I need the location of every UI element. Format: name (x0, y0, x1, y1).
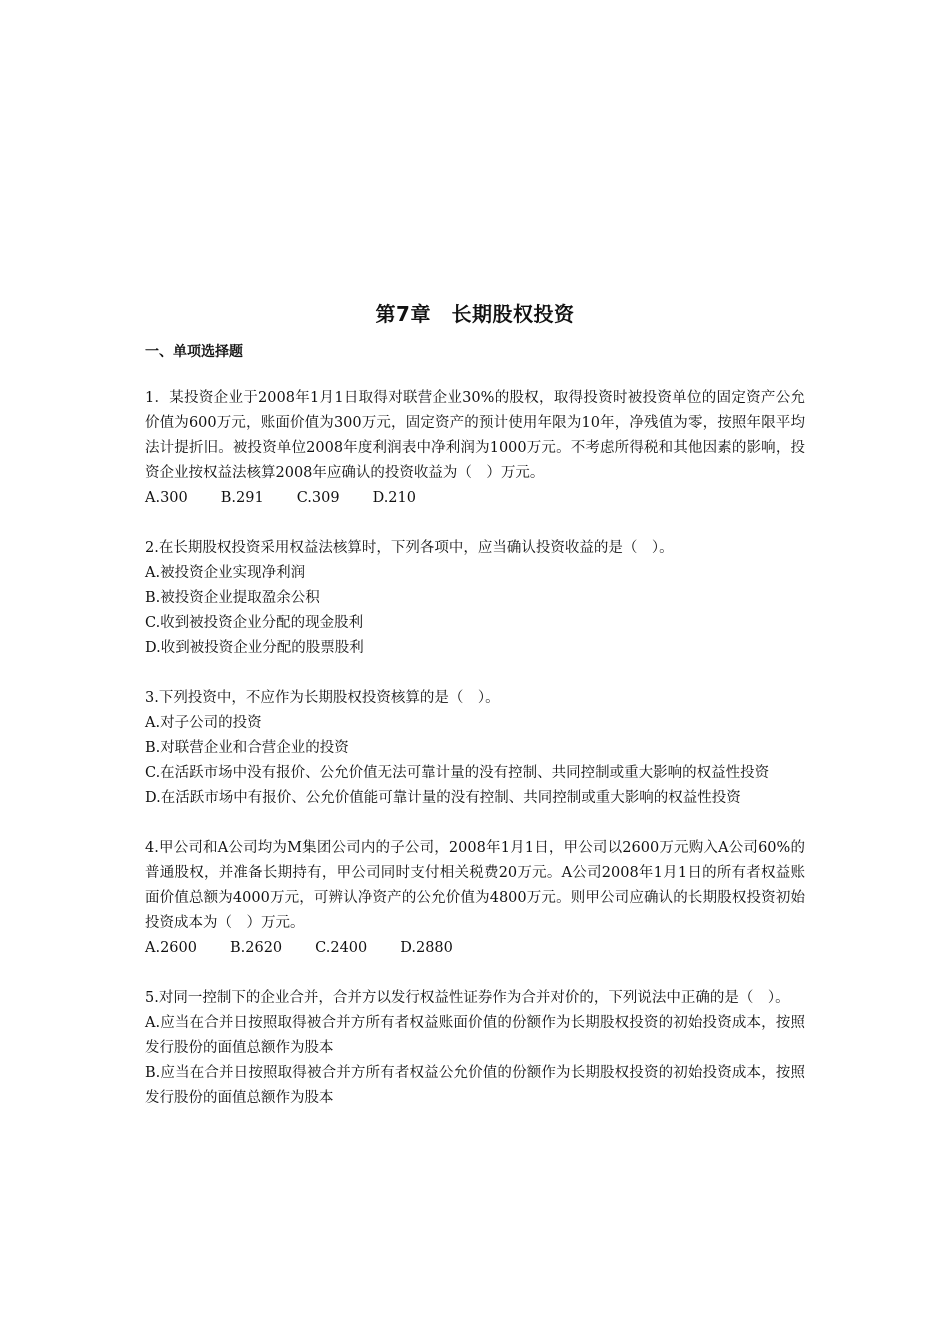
option-b: B.2620 (229, 940, 283, 956)
option-c: C.在活跃市场中没有报价、公允价值无法可靠计量的没有控制、共同控制或重大影响的权益性投资 (145, 765, 770, 781)
option-b: B.291 (220, 490, 264, 506)
option-a: A.300 (145, 490, 188, 506)
option-d: D.在活跃市场中有报价、公允价值能可靠计量的没有控制、共同控制或重大影响的权益性投资 (145, 790, 741, 806)
question-3 (145, 686, 805, 811)
option-c: C.2400 (315, 940, 368, 956)
option-c: C.收到被投资企业分配的现金股利 (145, 615, 364, 631)
question-4 (145, 836, 805, 961)
question-1 (145, 386, 805, 511)
option-b: B.应当在合并日按照取得被合并方所有者权益公允价值的份额作为长期股权投资的初始投资成本，按照发行股份的面值总额作为股本 (145, 1065, 805, 1106)
option-b: B.对联营企业和合营企业的投资 (145, 740, 349, 756)
option-d: D.210 (372, 490, 416, 506)
question-5 (145, 986, 805, 1111)
chapter-title: 第7章 长期股权投资 (375, 302, 575, 326)
question-stem: 5.对同一控制下的企业合并，合并方以发行权益性证券作为合并对价的，下列说法中正确的是（ ）。 (145, 990, 790, 1006)
option-c: C.309 (296, 490, 340, 506)
question-stem: 2.在长期股权投资采用权益法核算时，下列各项中，应当确认投资收益的是（ ）。 (145, 540, 674, 556)
option-d: D.收到被投资企业分配的股票股利 (145, 640, 364, 656)
question-stem: 1．某投资企业于2008年1月1日取得对联营企业30%的股权，取得投资时被投资单位的固定资产公允价值为600万元，账面价值为300万元，固定资产的预计使用年限为10年，净残值为零，按照年限平均法计提折旧。被投资单位2008年度利润表中净利润为1000万元。不考虑所得税和其他因素的影响，投资企业按权益法核算2008年应确认的投资收益为（ ）万元。 (145, 390, 805, 481)
option-d: D.2880 (400, 940, 453, 956)
option-a: A.被投资企业实现净利润 (145, 565, 306, 581)
question-list (145, 386, 805, 1136)
option-a: A.应当在合并日按照取得被合并方所有者权益账面价值的份额作为长期股权投资的初始投资成本，按照发行股份的面值总额作为股本 (145, 1015, 805, 1056)
option-a: A.2600 (145, 940, 197, 956)
option-b: B.被投资企业提取盈余公积 (145, 590, 320, 606)
question-stem: 4.甲公司和A公司均为M集团公司内的子公司，2008年1月1日，甲公司以2600万元购入A公司60%的普通股权，并准备长期持有，甲公司同时支付相关税费20万元。A公司2008年1月1日的所有者权益账面价值总额为4000万元，可辨认净资产的公允价值为4800万元。则甲公司应确认的长期股权投资初始投资成本为（ ）万元。 (145, 840, 805, 931)
question-options (145, 936, 805, 961)
question-stem: 3.下列投资中，不应作为长期股权投资核算的是（ ）。 (145, 690, 500, 706)
option-a: A.对子公司的投资 (145, 715, 262, 731)
section-heading: 一、单项选择题 (145, 344, 243, 360)
question-2 (145, 536, 805, 661)
question-options (145, 486, 805, 511)
